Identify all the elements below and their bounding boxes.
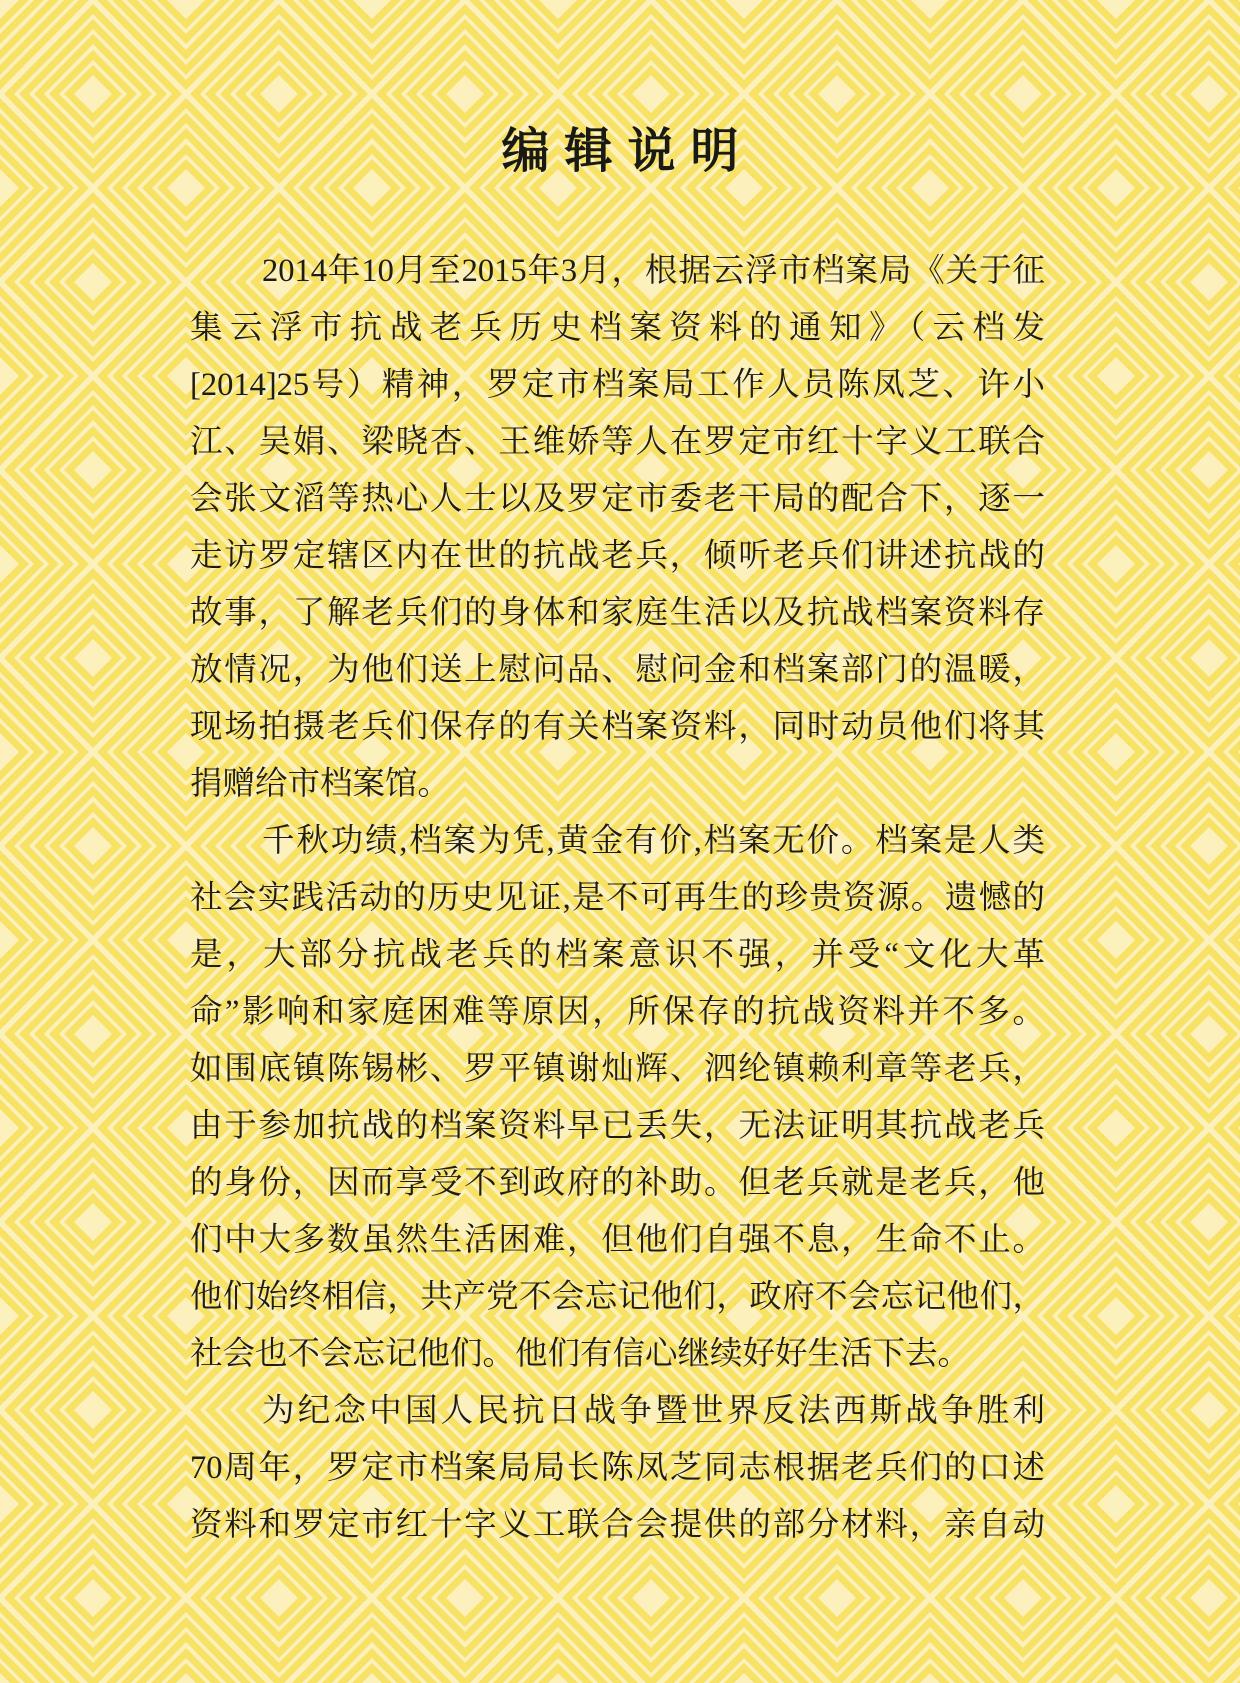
text-line: 70周年，罗定市档案局局长陈凤芝同志根据老兵们的口述 — [190, 1450, 1045, 1486]
text-line: 他们始终相信，共产党不会忘记他们，政府不会忘记他们， — [190, 1279, 1045, 1315]
text-line: 们中大多数虽然生活困难，但他们自强不息，生命不止。 — [190, 1222, 1045, 1258]
text-line: 放情况，为他们送上慰问品、慰问金和档案部门的温暖， — [190, 652, 1045, 688]
text-line: 千秋功绩,档案为凭,黄金有价,档案无价。档案是人类 — [262, 823, 1045, 859]
text-line: 集云浮市抗战老兵历史档案资料的通知》（云档发 — [190, 310, 1045, 346]
text-line: 江、吴娟、梁晓杏、王维娇等人在罗定市红十字义工联合 — [190, 424, 1045, 460]
paragraph-2 — [190, 813, 1045, 1383]
text-line: 会张文滔等热心人士以及罗定市委老干局的配合下，逐一 — [190, 481, 1045, 517]
text-line: [2014]25号）精神，罗定市档案局工作人员陈凤芝、许小 — [190, 367, 1045, 403]
text-line: 走访罗定辖区内在世的抗战老兵，倾听老兵们讲述抗战的 — [190, 538, 1045, 574]
text-line: 资料和罗定市红十字义工联合会提供的部分材料，亲自动 — [190, 1507, 1045, 1543]
document-body — [190, 243, 1045, 1554]
text-line: 的身份，因而享受不到政府的补助。但老兵就是老兵，他 — [190, 1165, 1045, 1201]
text-line: 捐赠给市档案馆。 — [190, 766, 451, 802]
text-line: 社会也不会忘记他们。他们有信心继续好好生活下去。 — [190, 1336, 971, 1372]
page-title: 编辑说明 — [501, 125, 754, 178]
text-line: 由于参加抗战的档案资料早已丢失，无法证明其抗战老兵 — [190, 1108, 1045, 1144]
paragraph-1 — [190, 243, 1045, 813]
text-line: 现场拍摄老兵们保存的有关档案资料，同时动员他们将其 — [190, 709, 1045, 745]
text-line: 如围底镇陈锡彬、罗平镇谢灿辉、泗纶镇赖利章等老兵， — [190, 1051, 1045, 1087]
text-line: 2014年10月至2015年3月，根据云浮市档案局《关于征 — [262, 253, 1045, 289]
text-line: 故事，了解老兵们的身体和家庭生活以及抗战档案资料存 — [190, 595, 1045, 631]
text-line: 是，大部分抗战老兵的档案意识不强，并受“文化大革 — [190, 937, 1045, 973]
paragraph-3 — [190, 1383, 1045, 1554]
text-line: 为纪念中国人民抗日战争暨世界反法西斯战争胜利 — [262, 1393, 1045, 1429]
text-line: 社会实践活动的历史见证,是不可再生的珍贵资源。遗憾的 — [190, 880, 1045, 916]
text-line: 命”影响和家庭困难等原因，所保存的抗战资料并不多。 — [190, 994, 1045, 1030]
